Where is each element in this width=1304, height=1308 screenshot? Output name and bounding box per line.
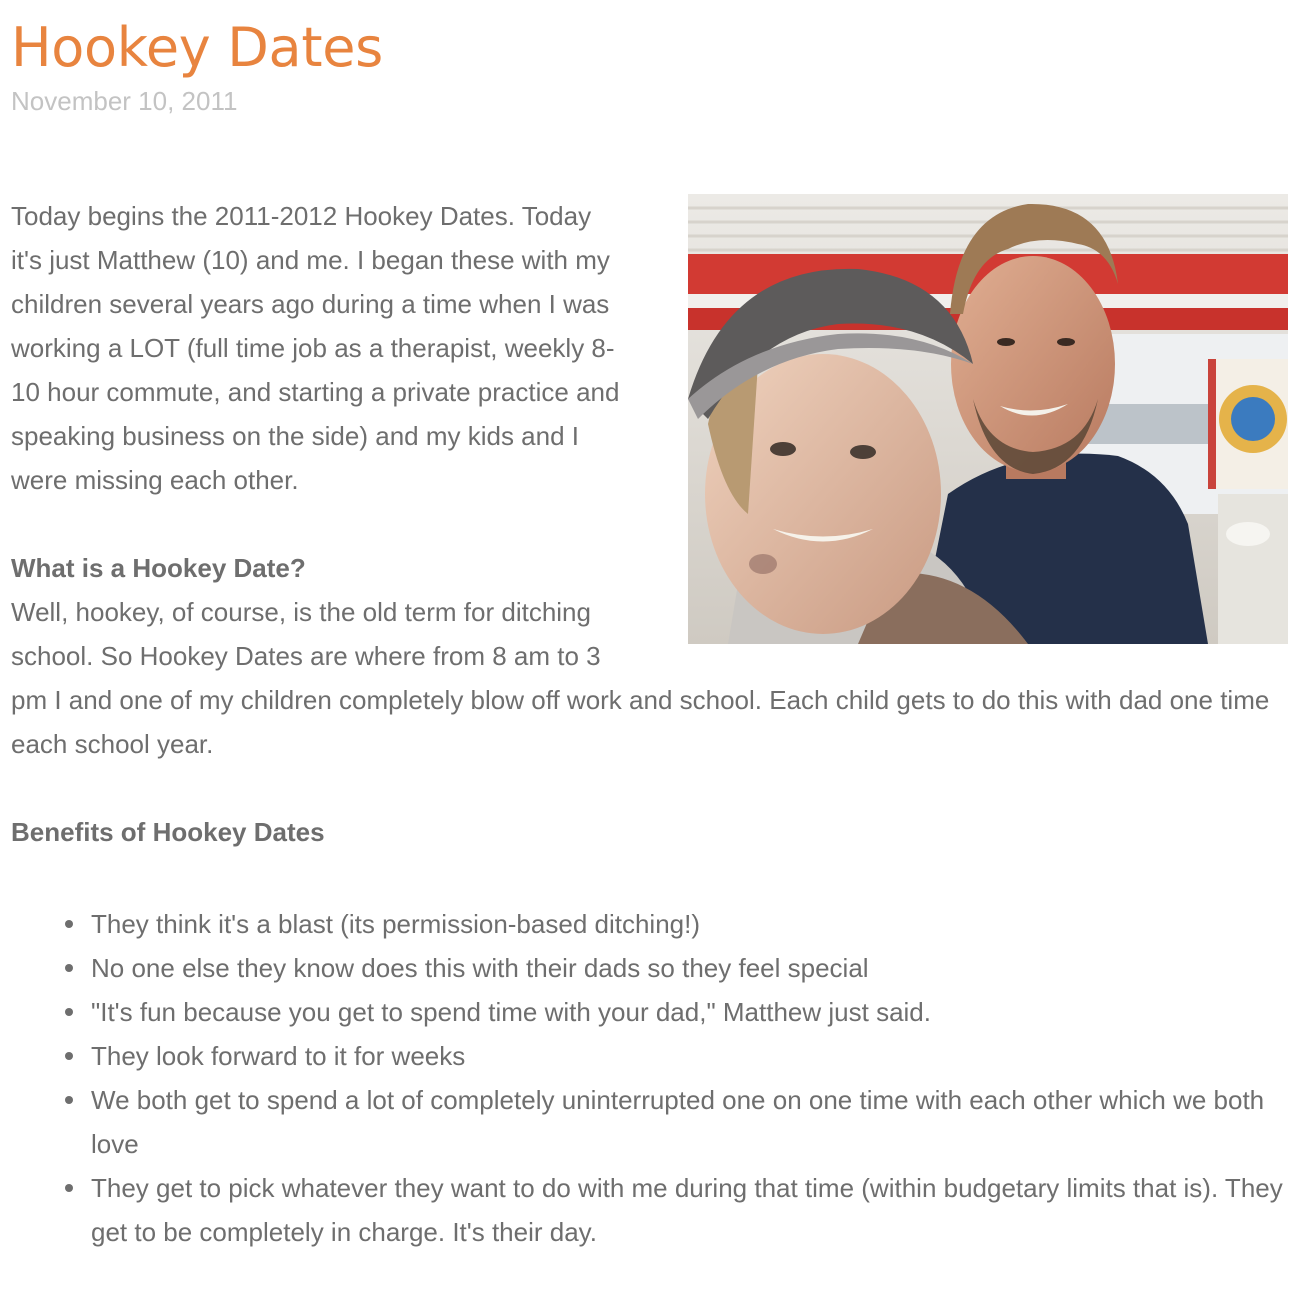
intro-paragraph: Today begins the 2011-2012 Hookey Dates. Today it's just Matthew (10) and me. I began these with my children several years ago during a time when I was working a LOT (full time job as a therapist, weekly 8-10 hour commute, and starting a private practice and speaking business on the side) and my kids and I were missing each other.: [11, 201, 620, 495]
post-content: [11, 194, 1291, 1254]
what-is-heading: What is a Hookey Date?: [11, 553, 306, 583]
benefits-list: [11, 902, 1291, 1254]
list-item: They get to pick whatever they want to do with me during that time (within budgetary limits that is). They get to be completely in charge. It's their day.: [91, 1166, 1291, 1254]
list-item: "It's fun because you get to spend time with your dad," Matthew just said.: [91, 990, 1291, 1034]
post-date: November 10, 2011: [11, 86, 238, 116]
what-is-body: Well, hookey, of course, is the old term for ditching school. So Hookey Dates are where from 8 am to 3 pm I and one of my children completely blow off work and school. Each child gets to do this with dad one time each school year.: [11, 597, 1270, 759]
list-item: They think it's a blast (its permission-based ditching!): [91, 902, 1291, 946]
list-item: No one else they know does this with their dads so they feel special: [91, 946, 1291, 990]
list-item: We both get to spend a lot of completely uninterrupted one on one time with each other which we both love: [91, 1078, 1291, 1166]
list-item: They look forward to it for weeks: [91, 1034, 1291, 1078]
photo-father-and-son: [688, 194, 1288, 644]
post-photo: [688, 194, 1288, 644]
benefits-heading: Benefits of Hookey Dates: [11, 817, 325, 847]
post-title[interactable]: Hookey Dates: [11, 16, 383, 79]
